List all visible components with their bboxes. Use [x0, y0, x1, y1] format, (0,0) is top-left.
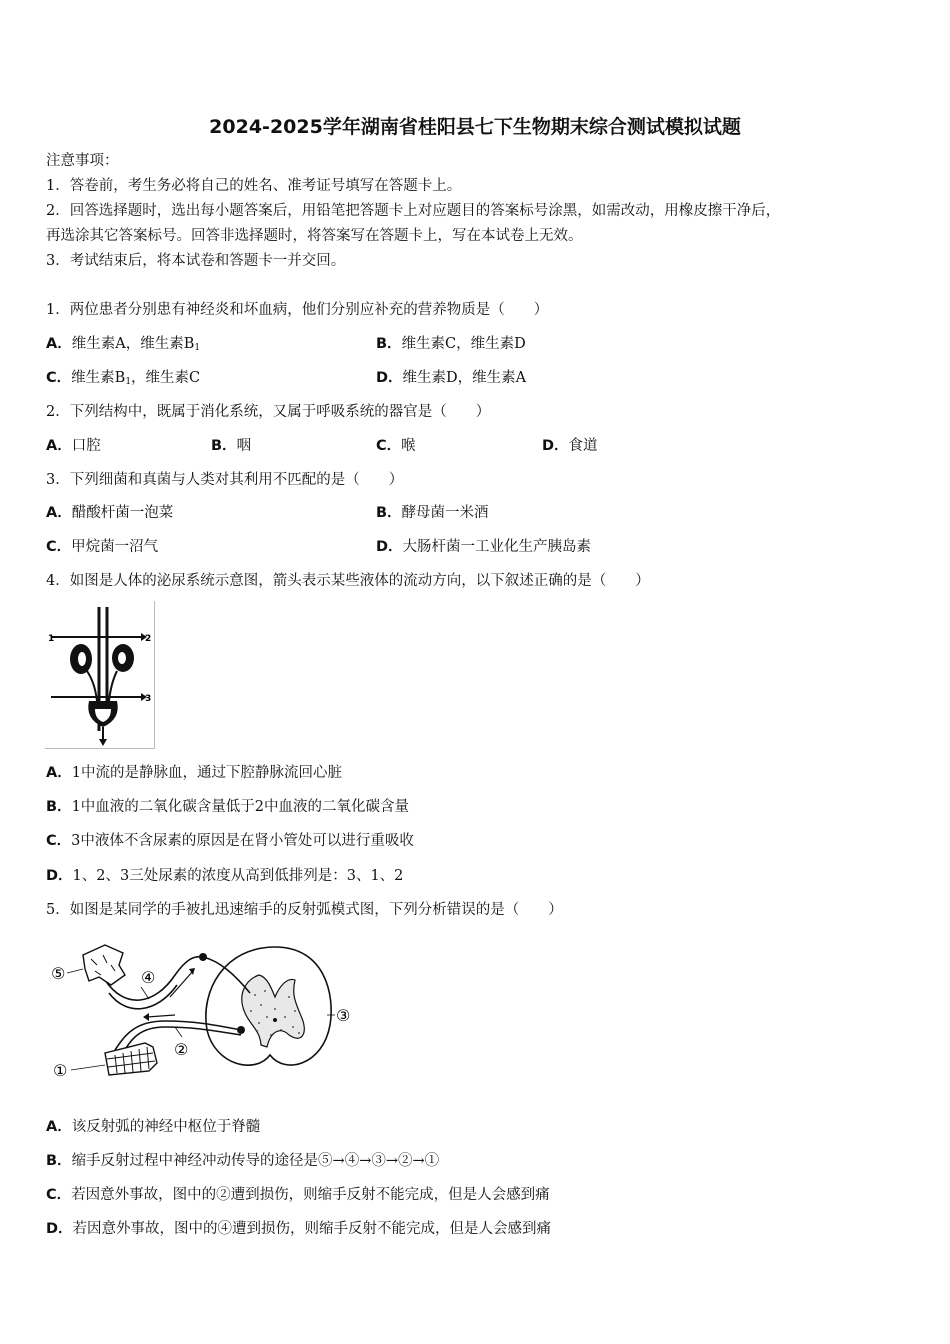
option-d: D．若因意外事故，图中的④遭到损伤，则缩手反射不能完成，但是人会感到痛 — [46, 1221, 552, 1237]
option-c: C．喉 — [376, 438, 416, 454]
notice-heading: 注意事项： — [46, 153, 119, 169]
option-b: B．1中血液的二氧化碳含量低于2中血液的二氧化碳含量 — [46, 799, 410, 815]
notice-item: 再选涂其它答案标号。回答非选择题时，将答案写在答题卡上，写在本试卷上无效。 — [46, 228, 583, 244]
urinary-system-figure — [45, 601, 155, 749]
option-d: D．维生素D，维生素A — [376, 370, 527, 386]
option-b: B．咽 — [211, 438, 252, 454]
reflex-arc-figure — [45, 935, 360, 1085]
option-c: C．维生素$B_1$，维生素C — [46, 370, 201, 387]
option-a: A．口腔 — [46, 438, 101, 454]
figure-label: ③ — [336, 1006, 351, 1025]
option-b: B．维生素C，维生素D — [376, 336, 526, 352]
page-title: 2024-2025学年湖南省桂阳县七下生物期末综合测试模拟试题 — [209, 116, 741, 138]
option-a: A．维生素A，维生素$B_1$ — [46, 336, 201, 353]
figure-label: 2 — [145, 634, 152, 644]
option-d: D．1、2、3三处尿素的浓度从高到低排列是：3、1、2 — [46, 868, 404, 884]
option-c: C．3中液体不含尿素的原因是在肾小管处可以进行重吸收 — [46, 833, 414, 849]
figure-label: 3 — [145, 694, 152, 704]
option-a: A．醋酸杆菌一泡菜 — [46, 505, 174, 521]
option-b: B．酵母菌一米酒 — [376, 505, 489, 521]
question-stem: 1．两位患者分别患有神经炎和坏血病，他们分别应补充的营养物质是（ ） — [46, 302, 549, 318]
notice-item: 2．回答选择题时，选出每小题答案后，用铅笔把答题卡上对应题目的答案标号涂黑，如需改动，用橡皮擦干净后， — [46, 203, 781, 219]
option-c: C．甲烷菌一沼气 — [46, 539, 159, 555]
figure-label: ⑤ — [51, 964, 66, 983]
option-a: A．该反射弧的神经中枢位于脊髓 — [46, 1119, 261, 1135]
question-stem: 5．如图是某同学的手被扎迅速缩手的反射弧模式图，下列分析错误的是（ ） — [46, 902, 563, 918]
question-stem: 2．下列结构中，既属于消化系统，又属于呼吸系统的器官是（ ） — [46, 404, 491, 420]
figure-label: ② — [174, 1040, 189, 1059]
question-stem: 4．如图是人体的泌尿系统示意图，箭头表示某些液体的流动方向，以下叙述正确的是（ ） — [46, 573, 650, 589]
notice-item: 1．答卷前，考生务必将自己的姓名、准考证号填写在答题卡上。 — [46, 178, 462, 194]
option-a: A．1中流的是静脉血，通过下腔静脉流回心脏 — [46, 765, 342, 781]
option-c: C．若因意外事故，图中的②遭到损伤，则缩手反射不能完成，但是人会感到痛 — [46, 1187, 550, 1203]
option-d: D．大肠杆菌一工业化生产胰岛素 — [376, 539, 592, 555]
figure-label: ④ — [141, 968, 156, 987]
figure-label: 1 — [48, 634, 55, 644]
question-stem: 3．下列细菌和真菌与人类对其利用不匹配的是（ ） — [46, 472, 404, 488]
option-b: B．缩手反射过程中神经冲动传导的途径是⑤→④→③→②→① — [46, 1153, 440, 1169]
figure-label: ① — [53, 1061, 68, 1080]
notice-item: 3．考试结束后，将本试卷和答题卡一并交回。 — [46, 253, 346, 269]
option-d: D．食道 — [542, 438, 598, 454]
